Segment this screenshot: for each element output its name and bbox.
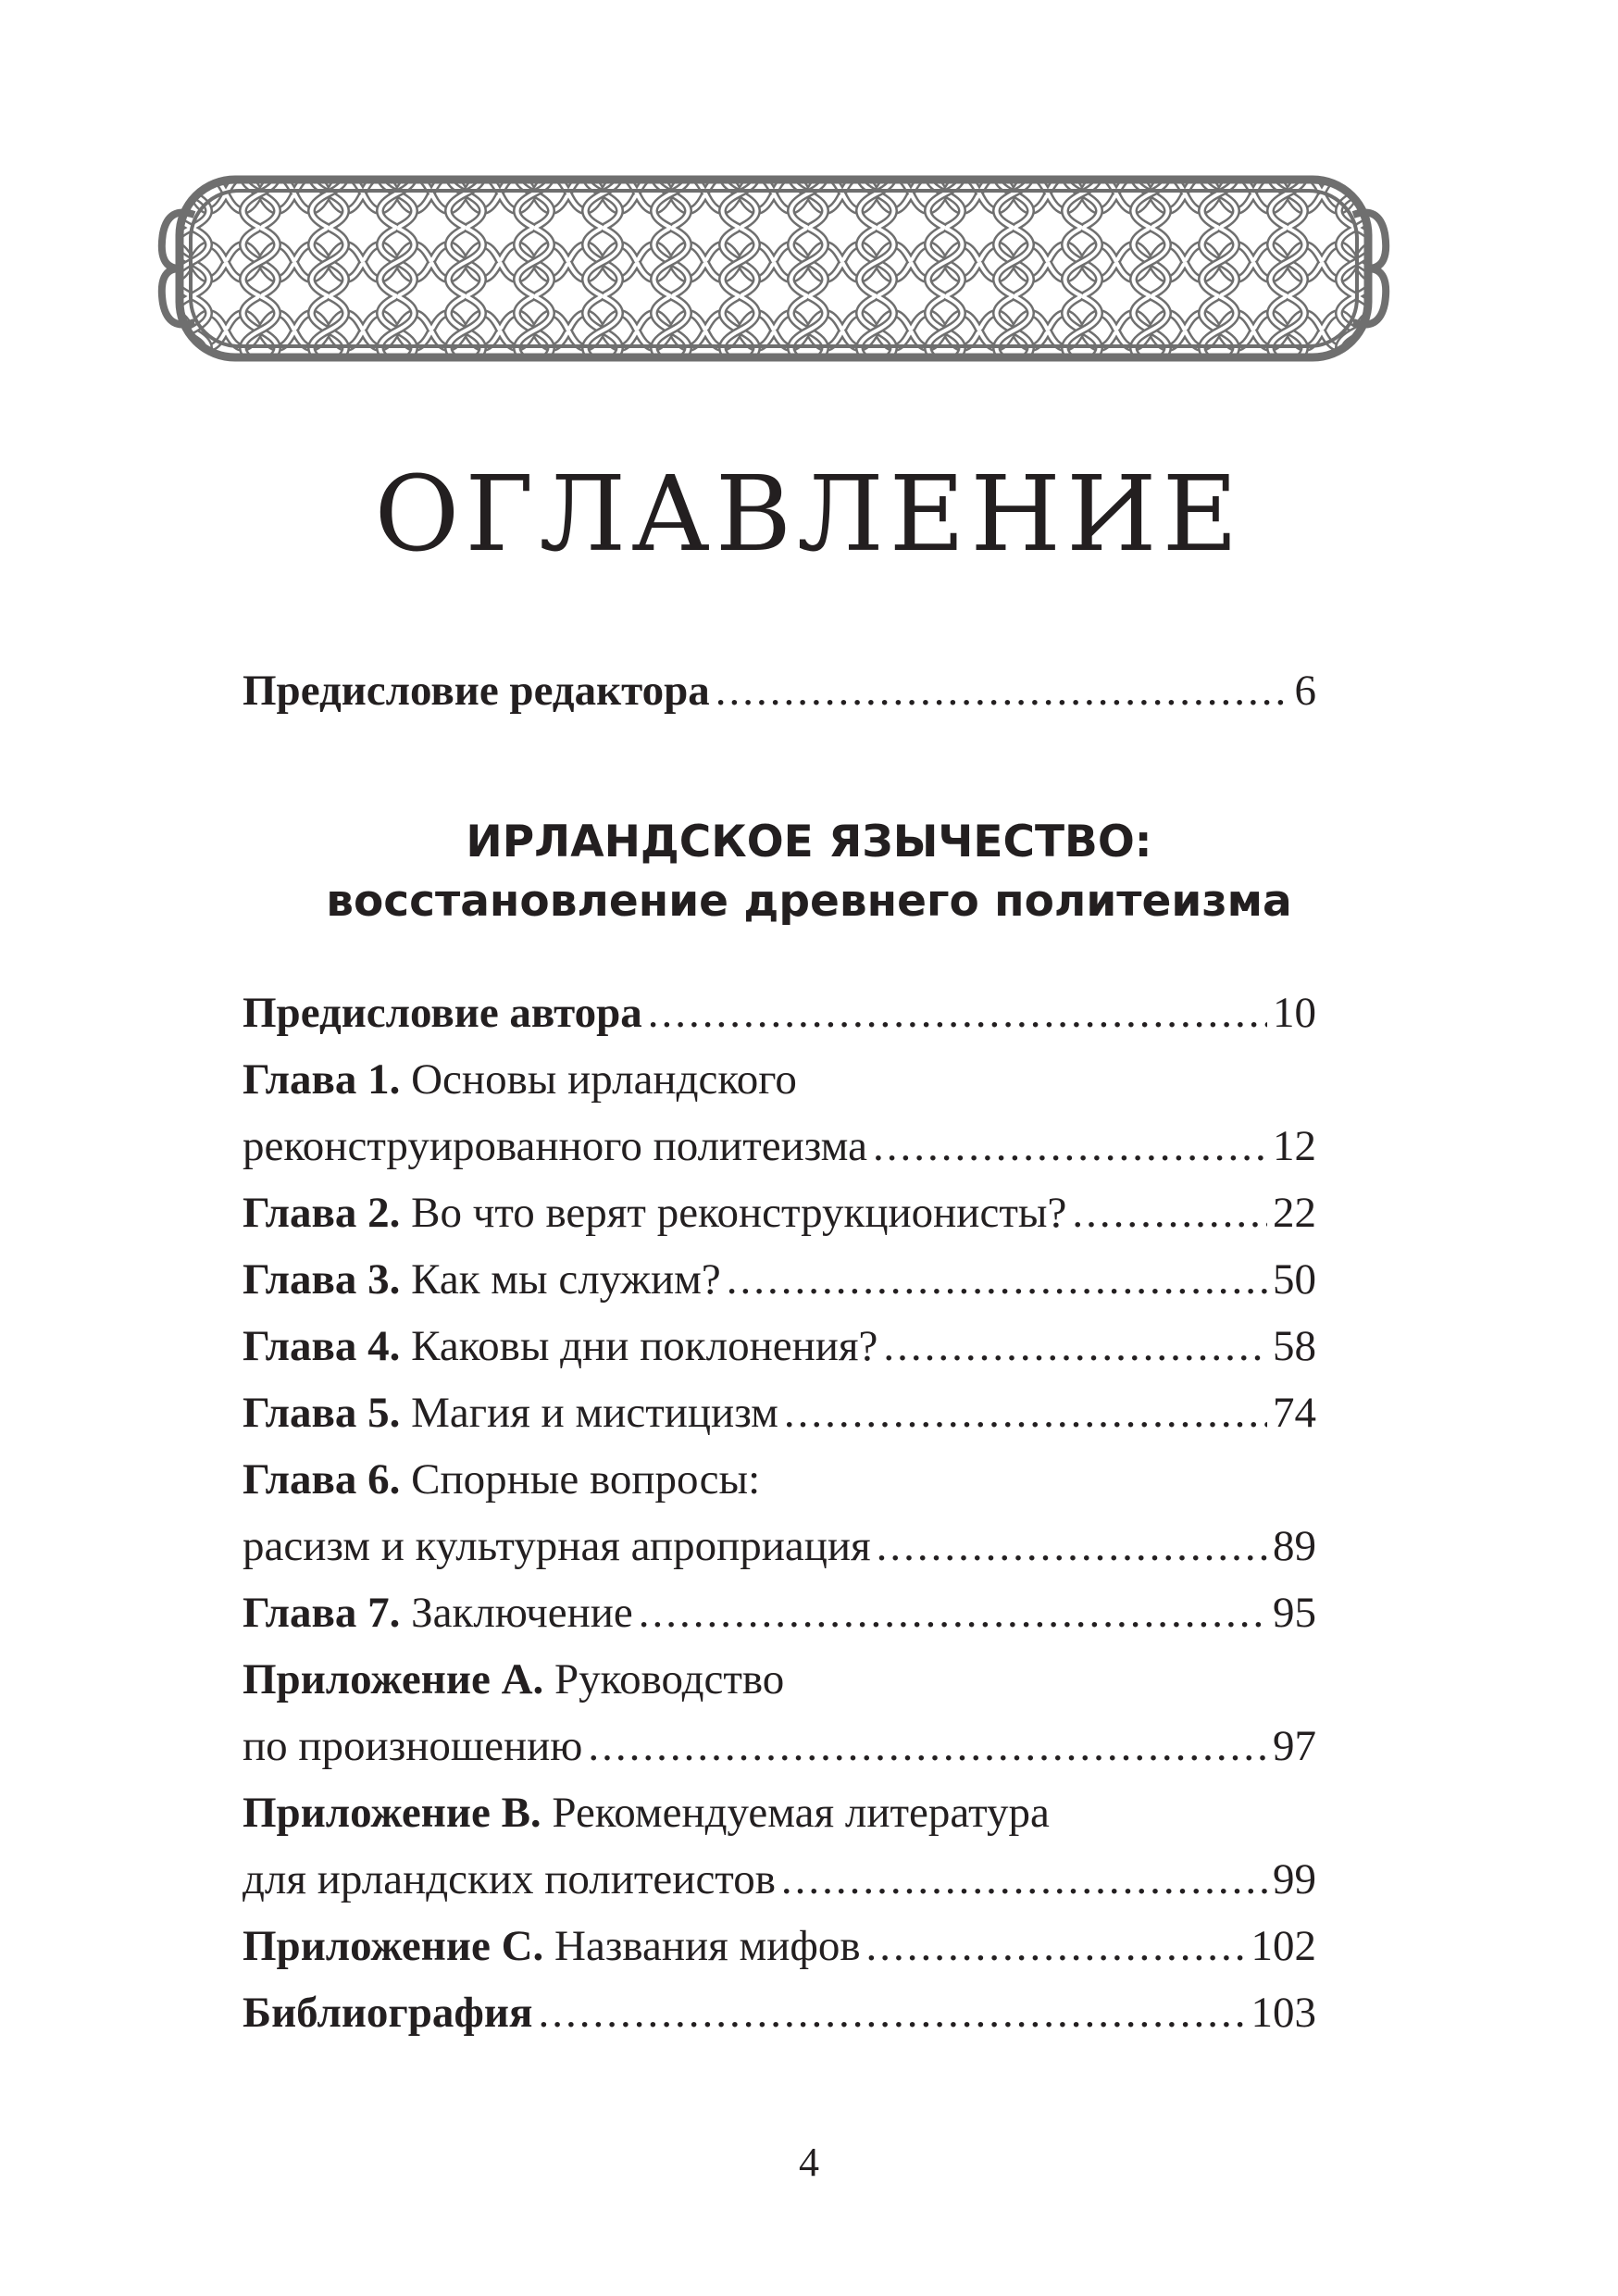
toc-entry[interactable]: [243, 1913, 1316, 1979]
dot-leader: [1072, 1179, 1267, 1246]
entry-label: Глава 5.: [243, 1389, 401, 1437]
entry-page: 50: [1273, 1255, 1316, 1304]
entry-title: Заключение: [400, 1589, 633, 1637]
entry-label: Приложение C.: [243, 1922, 544, 1970]
entry-page: 58: [1273, 1322, 1316, 1370]
entry-title: Основы ирландского: [400, 1055, 797, 1104]
editor-preface-entry[interactable]: [243, 657, 1316, 724]
toc-entry[interactable]: [243, 980, 1316, 1046]
entry-page: 102: [1251, 1922, 1316, 1970]
entry-page: 99: [1273, 1855, 1316, 1903]
toc-entry[interactable]: [243, 1446, 1316, 1579]
page-number: 4: [799, 2140, 819, 2185]
entry-title: Рекомендуемая литература: [541, 1789, 1050, 1837]
entry-title-continued: расизм и культурная апроприация: [243, 1522, 871, 1570]
entry-page: 103: [1251, 1989, 1316, 2037]
dot-leader: [866, 1913, 1246, 1979]
dot-leader: [873, 1113, 1267, 1179]
toc-entry[interactable]: [243, 1579, 1316, 1646]
dot-leader: [639, 1579, 1267, 1646]
entry-label: Глава 3.: [243, 1255, 401, 1304]
entry-label: Предисловие автора: [243, 989, 642, 1037]
dot-leader: [781, 1846, 1267, 1913]
entry-page: 95: [1273, 1589, 1316, 1637]
dot-leader: [716, 657, 1289, 724]
section-subtitle: восстановление древнего политеизма: [326, 876, 1292, 927]
toc-entry[interactable]: [243, 1379, 1316, 1446]
page-title: ОГЛАВЛЕНИЕ: [374, 455, 1244, 575]
dot-leader: [648, 980, 1267, 1046]
entry-label: Глава 4.: [243, 1322, 401, 1370]
dot-leader: [727, 1246, 1267, 1313]
entry-title: Магия и мистицизм: [400, 1389, 778, 1437]
dot-leader: [588, 1713, 1267, 1779]
entry-title-continued: по произношению: [243, 1722, 583, 1770]
dot-leader: [877, 1513, 1267, 1579]
entry-label: Глава 2.: [243, 1189, 401, 1237]
toc-entry[interactable]: [243, 1046, 1316, 1179]
section-title: ИРЛАНДСКОЕ ЯЗЫЧЕСТВО:: [466, 817, 1152, 867]
entry-title: Руководство: [543, 1655, 785, 1703]
entry-page: 10: [1273, 989, 1316, 1037]
entry-title: Как мы служим?: [400, 1255, 721, 1304]
dot-leader: [784, 1379, 1267, 1446]
entry-page: 89: [1273, 1522, 1316, 1570]
entry-page: 12: [1273, 1122, 1316, 1170]
celtic-knot-band-icon: [157, 159, 1390, 378]
entry-label: Глава 7.: [243, 1589, 401, 1637]
entry-title: Каковы дни поклонения?: [400, 1322, 878, 1370]
toc-list: [243, 980, 1316, 2046]
entry-title: Во что верят реконструкционисты?: [400, 1189, 1067, 1237]
section-heading: [0, 813, 1618, 931]
entry-page: 97: [1273, 1722, 1316, 1770]
entry-page: 74: [1273, 1389, 1316, 1437]
entry-label: Глава 1.: [243, 1055, 401, 1104]
toc-entry[interactable]: [243, 1646, 1316, 1779]
toc-entry[interactable]: [243, 1779, 1316, 1913]
entry-label: Глава 6.: [243, 1455, 401, 1504]
entry-page: 6: [1294, 667, 1316, 715]
toc-entry[interactable]: [243, 1246, 1316, 1313]
dot-leader: [883, 1313, 1267, 1379]
entry-title: Спорные вопросы:: [400, 1455, 761, 1504]
toc-entry[interactable]: [243, 1179, 1316, 1246]
toc-entry[interactable]: [243, 1313, 1316, 1379]
entry-label: Приложение А.: [243, 1655, 544, 1703]
entry-title-continued: для ирландских политеистов: [243, 1855, 776, 1903]
entry-label: Приложение B.: [243, 1789, 541, 1837]
entry-title-continued: реконструированного политеизма: [243, 1122, 867, 1170]
entry-page: 22: [1273, 1189, 1316, 1237]
dot-leader: [538, 1979, 1245, 2046]
toc-entry[interactable]: [243, 1979, 1316, 2046]
entry-label: Библиография: [243, 1989, 533, 2037]
entry-title: Названия мифов: [543, 1922, 861, 1970]
entry-label: Предисловие редактора: [243, 667, 710, 715]
